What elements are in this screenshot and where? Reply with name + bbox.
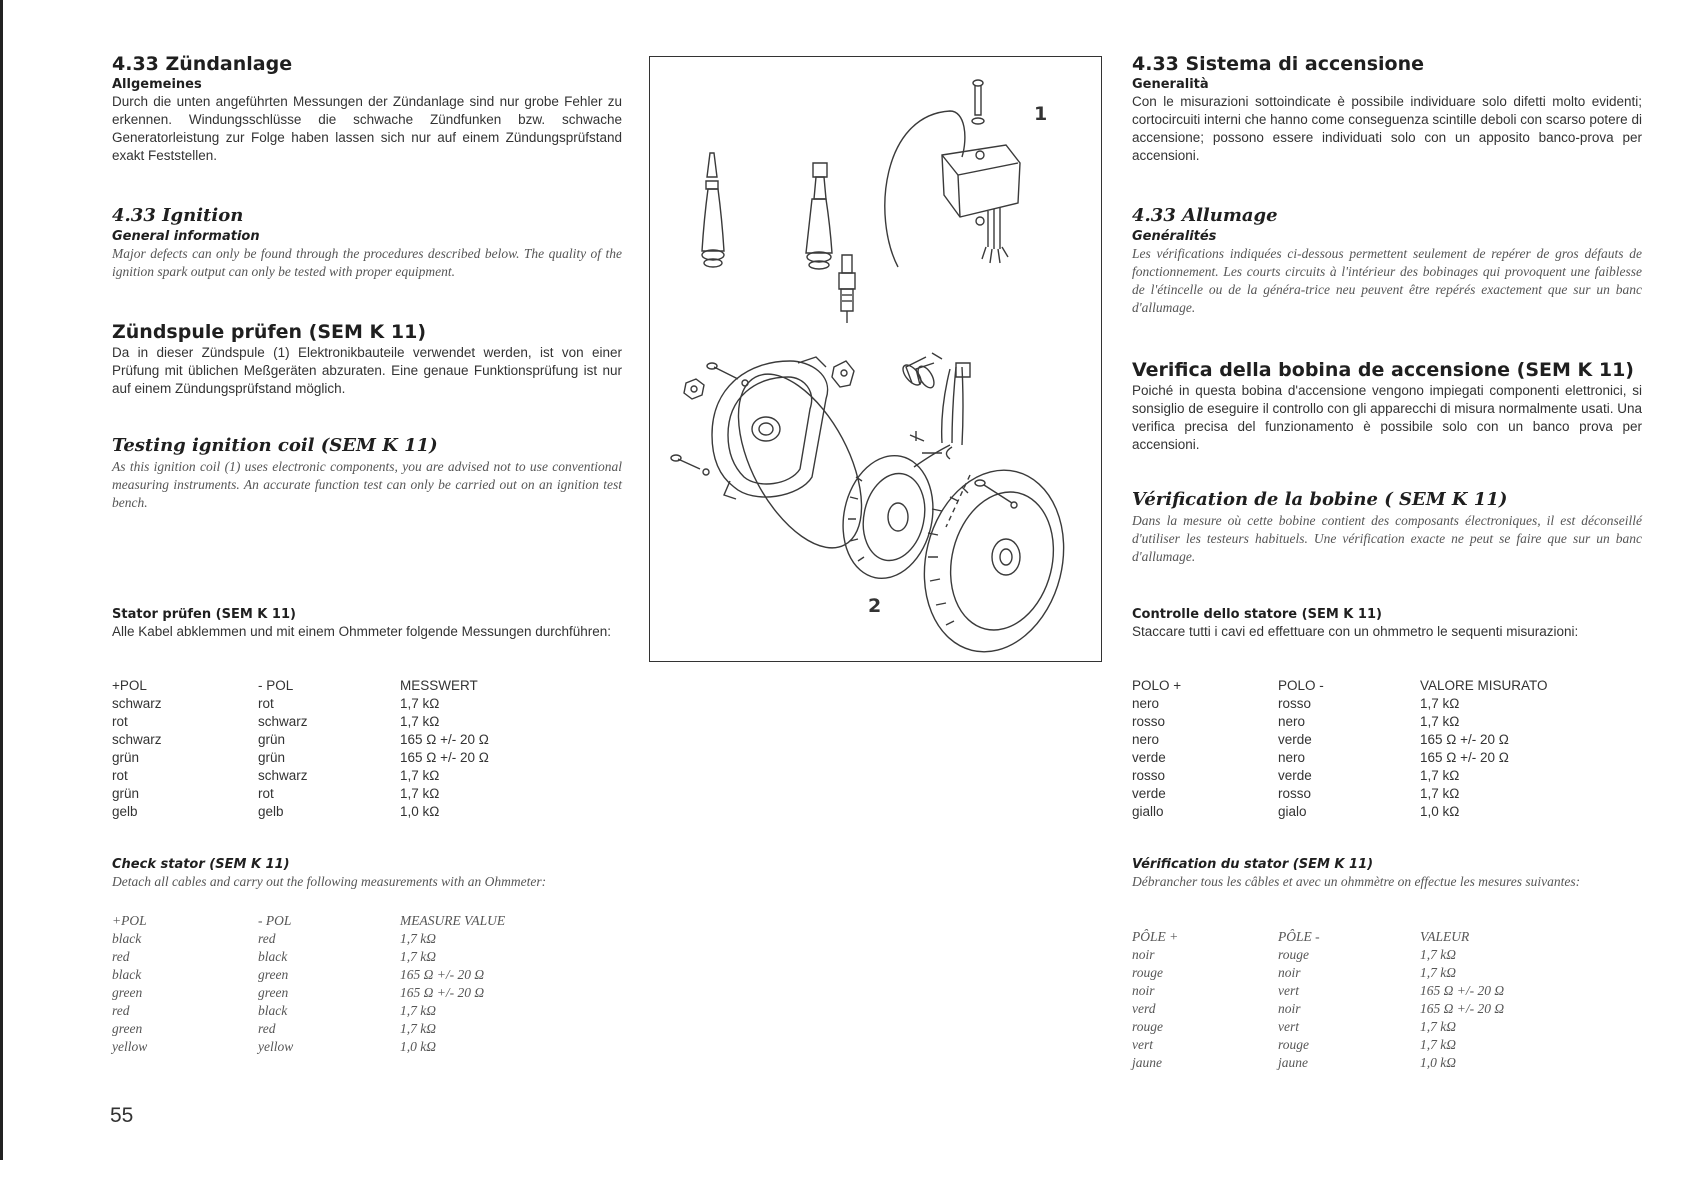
section-text: Débrancher tous les câbles et avec un ohmmètre on effectue les mesures suivantes: bbox=[1132, 874, 1581, 889]
pole-positive: nero bbox=[1132, 696, 1160, 711]
stator-icon bbox=[832, 445, 950, 587]
table-row bbox=[112, 984, 622, 1002]
table-row bbox=[1132, 695, 1642, 713]
measured-value: 1,0 kΩ bbox=[400, 804, 440, 819]
section-text: Staccare tutti i cavi ed effettuare con un ohmmetro le sequenti misurazioni: bbox=[1132, 624, 1579, 639]
pole-negative: green bbox=[258, 985, 289, 1000]
section-title: Zündspule prüfen (SEM K 11) bbox=[112, 321, 427, 343]
section-text: Major defects can only be found through the procedures described below. The quality of the ignition spark output can only be tested with proper equipment. bbox=[112, 246, 622, 279]
pole-positive: grün bbox=[112, 786, 140, 801]
ignition-components-figure bbox=[649, 56, 1102, 662]
pole-positive: nero bbox=[1132, 732, 1160, 747]
pole-negative: vert bbox=[1278, 983, 1299, 998]
table-row bbox=[1132, 1000, 1642, 1018]
pole-negative: rosso bbox=[1278, 786, 1312, 801]
screw-icon bbox=[671, 455, 709, 475]
pole-positive: rot bbox=[112, 768, 128, 783]
pole-positive: rot bbox=[112, 714, 128, 729]
wiring-harness-icon bbox=[900, 353, 970, 459]
pole-negative: black bbox=[258, 949, 288, 964]
pole-negative: noir bbox=[1278, 1001, 1301, 1016]
section-title: 4.33 Zündanlage bbox=[112, 53, 293, 75]
measured-value: 1,7 kΩ bbox=[1420, 1019, 1457, 1034]
pole-positive: verde bbox=[1132, 786, 1166, 801]
measured-value: 165 Ω +/- 20 Ω bbox=[1420, 750, 1509, 765]
pole-positive: noir bbox=[1132, 983, 1155, 998]
table-row bbox=[112, 1020, 622, 1038]
section-de-stator bbox=[112, 606, 622, 641]
measured-value: 1,7 kΩ bbox=[400, 768, 440, 783]
section-title: 4.33 Ignition bbox=[112, 205, 244, 226]
pole-negative: - POL bbox=[258, 678, 294, 693]
section-fr-coil bbox=[1132, 488, 1642, 566]
measured-value: 165 Ω +/- 20 Ω bbox=[400, 985, 485, 1000]
pole-positive: gelb bbox=[112, 804, 138, 819]
pole-positive: rosso bbox=[1132, 768, 1166, 783]
measured-value: 1,0 kΩ bbox=[1420, 1055, 1457, 1070]
table-row bbox=[1132, 1036, 1642, 1054]
pole-negative: red bbox=[258, 1021, 276, 1036]
table-row bbox=[1132, 982, 1642, 1000]
section-fr-intro bbox=[1132, 204, 1642, 317]
section-en-intro bbox=[112, 204, 622, 281]
table-row bbox=[112, 695, 622, 713]
section-text: Dans la mesure où cette bobine contient des composants électroniques, il est déconseillé d'utiliser les testeurs habituels. Une vérification exacte ne peut se faire que sur un banc d'allumage. bbox=[1132, 513, 1642, 564]
pole-positive: rouge bbox=[1132, 965, 1163, 980]
section-title: 4.33 Sistema di accensione bbox=[1132, 53, 1424, 75]
table-row bbox=[112, 749, 622, 767]
pole-negative: jaune bbox=[1278, 1055, 1308, 1070]
section-text: Poiché in questa bobina d'accensione vengono impiegati componenti elettronici, si sonsiglio de eseguire il controllo con gli apparecchi di misura normalmente usati. Una verifica precisa del funzionamento è possibile solo con un banco prova per accensioni. bbox=[1132, 383, 1642, 452]
table-row bbox=[1132, 713, 1642, 731]
section-subtitle: General information bbox=[112, 229, 260, 244]
table-row bbox=[1132, 964, 1642, 982]
pole-positive: verde bbox=[1132, 750, 1166, 765]
spark-plug-icon bbox=[839, 255, 855, 323]
table-header-row bbox=[112, 677, 622, 695]
measured-value: VALORE MISURATO bbox=[1420, 678, 1548, 693]
pole-negative: grün bbox=[258, 750, 286, 765]
table-row bbox=[1132, 749, 1642, 767]
pole-negative: - POL bbox=[258, 913, 292, 928]
table-row bbox=[112, 731, 622, 749]
table-row bbox=[1132, 1054, 1642, 1072]
pole-positive: POLO + bbox=[1132, 678, 1182, 693]
section-title: Testing ignition coil (SEM K 11) bbox=[112, 435, 438, 456]
measured-value: VALEUR bbox=[1420, 929, 1470, 944]
table-row bbox=[112, 803, 622, 821]
table-header-row bbox=[1132, 928, 1642, 946]
section-title: Vérification du stator (SEM K 11) bbox=[1132, 857, 1374, 872]
table-row bbox=[1132, 1018, 1642, 1036]
pole-negative: PÔLE - bbox=[1278, 929, 1320, 944]
measured-value: 1,7 kΩ bbox=[1420, 768, 1460, 783]
pole-positive: yellow bbox=[112, 1039, 148, 1054]
table-row bbox=[1132, 767, 1642, 785]
stator-table-en bbox=[112, 912, 622, 1056]
measured-value: 165 Ω +/- 20 Ω bbox=[400, 732, 489, 747]
table-row bbox=[1132, 785, 1642, 803]
section-de-coil bbox=[112, 320, 622, 398]
pole-positive: black bbox=[112, 931, 142, 946]
measured-value: 1,7 kΩ bbox=[400, 786, 440, 801]
pole-negative: schwarz bbox=[258, 768, 308, 783]
spark-plug-cap-icon bbox=[806, 163, 832, 269]
table-header-row bbox=[112, 912, 622, 930]
pole-positive: +POL bbox=[112, 913, 147, 928]
measured-value: 1,7 kΩ bbox=[400, 949, 437, 964]
table-row bbox=[1132, 946, 1642, 964]
pole-positive: giallo bbox=[1132, 804, 1164, 819]
pole-negative: vert bbox=[1278, 1019, 1299, 1034]
measured-value: 165 Ω +/- 20 Ω bbox=[400, 750, 489, 765]
pole-positive: black bbox=[112, 967, 142, 982]
gasket-icon bbox=[713, 355, 887, 568]
flywheel-rotor-icon bbox=[906, 455, 1082, 660]
pole-negative: gelb bbox=[258, 804, 284, 819]
table-row bbox=[112, 767, 622, 785]
figure-label-ignition-coil: 1 bbox=[1034, 103, 1048, 125]
section-fr-stator bbox=[1132, 856, 1642, 891]
page-edge bbox=[0, 0, 3, 1160]
section-title: Controlle dello statore (SEM K 11) bbox=[1132, 607, 1382, 622]
measured-value: 165 Ω +/- 20 Ω bbox=[400, 967, 485, 982]
stator-table-fr bbox=[1132, 928, 1642, 1072]
table-row bbox=[1132, 803, 1642, 821]
table-row bbox=[112, 948, 622, 966]
pole-positive: red bbox=[112, 949, 130, 964]
pole-negative: green bbox=[258, 967, 289, 982]
generator-cover-icon bbox=[712, 357, 828, 499]
section-it-coil bbox=[1132, 358, 1642, 454]
measured-value: MESSWERT bbox=[400, 678, 478, 693]
ignition-coil-icon bbox=[942, 145, 1020, 263]
pole-negative: verde bbox=[1278, 732, 1312, 747]
measured-value: 1,7 kΩ bbox=[400, 1003, 437, 1018]
nut-icon bbox=[684, 379, 704, 399]
section-text: As this ignition coil (1) uses electronic components, you are advised not to use conventional measuring instruments. An accurate function test can only be carried out on an ignition test bench. bbox=[112, 459, 622, 510]
pole-negative: gialo bbox=[1278, 804, 1307, 819]
section-text: Durch die unten angeführten Messungen der Zündanlage sind nur grobe Fehler zu erkennen. Windungsschlüsse die schwache Zündfunken bzw. schwache Generatorleistung zur Folge haben lassen sich nur auf einem Zündungsprüfstand exakt Feststellen. bbox=[112, 94, 622, 163]
figure-label-stator: 2 bbox=[868, 595, 882, 617]
measured-value: 1,7 kΩ bbox=[1420, 965, 1457, 980]
section-text: Alle Kabel abklemmen und mit einem Ohmmeter folgende Messungen durchführen: bbox=[112, 624, 612, 639]
pole-negative: black bbox=[258, 1003, 288, 1018]
pole-negative: grün bbox=[258, 732, 286, 747]
section-en-coil bbox=[112, 434, 622, 512]
pole-negative: POLO - bbox=[1278, 678, 1324, 693]
measured-value: 1,7 kΩ bbox=[400, 696, 440, 711]
table-row bbox=[1132, 731, 1642, 749]
bolt-icon bbox=[972, 80, 984, 124]
pole-negative: nero bbox=[1278, 714, 1306, 729]
pole-positive: verd bbox=[1132, 1001, 1156, 1016]
pole-positive: PÔLE + bbox=[1132, 929, 1179, 944]
page-number: 55 bbox=[110, 1104, 134, 1127]
section-subtitle: Generalità bbox=[1132, 77, 1209, 92]
section-title: Stator prüfen (SEM K 11) bbox=[112, 607, 296, 622]
pole-positive: vert bbox=[1132, 1037, 1153, 1052]
table-row bbox=[112, 930, 622, 948]
pole-positive: green bbox=[112, 1021, 143, 1036]
section-title: Verifica della bobina de accensione (SEM K 11) bbox=[1132, 359, 1634, 381]
pole-positive: jaune bbox=[1132, 1055, 1162, 1070]
measured-value: 1,0 kΩ bbox=[400, 1039, 437, 1054]
pole-negative: noir bbox=[1278, 965, 1301, 980]
measured-value: 1,7 kΩ bbox=[1420, 696, 1460, 711]
pole-positive: rosso bbox=[1132, 714, 1166, 729]
table-row bbox=[112, 1002, 622, 1020]
measured-value: 1,7 kΩ bbox=[1420, 786, 1460, 801]
table-row bbox=[112, 713, 622, 731]
measured-value: 1,7 kΩ bbox=[1420, 714, 1460, 729]
measured-value: 165 Ω +/- 20 Ω bbox=[1420, 732, 1509, 747]
pole-positive: red bbox=[112, 1003, 130, 1018]
section-title: Vérification de la bobine ( SEM K 11) bbox=[1132, 489, 1508, 510]
pole-negative: red bbox=[258, 931, 276, 946]
pole-negative: rosso bbox=[1278, 696, 1312, 711]
section-text: Da in dieser Zündspule (1) Elektronikbauteile verwendet werden, ist von einer Prüfung mit üblichen Meßgeräten abzuraten. Eine genaue Funktionsprüfung ist nur auf einem Zündungsprüfstand möglich. bbox=[112, 345, 622, 396]
measured-value: 1,7 kΩ bbox=[400, 714, 440, 729]
pole-negative: verde bbox=[1278, 768, 1312, 783]
section-de-intro bbox=[112, 52, 622, 165]
section-en-stator bbox=[112, 856, 622, 891]
pole-positive: grün bbox=[112, 750, 140, 765]
table-row bbox=[112, 785, 622, 803]
section-it-intro bbox=[1132, 52, 1642, 165]
section-title: Check stator (SEM K 11) bbox=[112, 857, 290, 872]
pole-positive: green bbox=[112, 985, 143, 1000]
section-text: Detach all cables and carry out the following measurements with an Ohmmeter: bbox=[112, 874, 547, 889]
measured-value: 165 Ω +/- 20 Ω bbox=[1420, 1001, 1505, 1016]
cable-clip-icon bbox=[832, 361, 854, 387]
stator-table-it bbox=[1132, 677, 1642, 821]
section-subtitle: Genéralités bbox=[1132, 229, 1217, 244]
pole-positive: schwarz bbox=[112, 732, 162, 747]
section-text: Con le misurazioni sottoindicate è possibile individuare solo difetti molto evidenti; cortocircuiti interni che hanno come conseguenza scintille deboli con scarso potere di accensione; possono essere individuati solo con un apposito banco-prova per accensioni. bbox=[1132, 94, 1642, 163]
section-subtitle: Allgemeines bbox=[112, 77, 202, 92]
measured-value: 1,7 kΩ bbox=[1420, 1037, 1457, 1052]
spark-plug-cap-icon bbox=[702, 153, 724, 267]
section-it-stator bbox=[1132, 606, 1642, 641]
pole-negative: nero bbox=[1278, 750, 1306, 765]
pole-negative: yellow bbox=[258, 1039, 294, 1054]
pole-positive: +POL bbox=[112, 678, 147, 693]
measured-value: 165 Ω +/- 20 Ω bbox=[1420, 983, 1505, 998]
section-text: Les vérifications indiquées ci-dessous permettent seulement de repérer de gros défauts de fonctionnement. Les courts circuits à l'intérieur des bobinages qui provoquent une faiblesse de l'étincelle ou de la généra-trice neu peuvent être repérés exactement que sur un banc d'allumage. bbox=[1132, 246, 1642, 315]
measured-value: MEASURE VALUE bbox=[400, 913, 506, 928]
pole-negative: rot bbox=[258, 696, 274, 711]
ignition-lead-icon bbox=[885, 111, 965, 267]
measured-value: 1,7 kΩ bbox=[400, 1021, 437, 1036]
pole-positive: rouge bbox=[1132, 1019, 1163, 1034]
table-header-row bbox=[1132, 677, 1642, 695]
stator-table-de bbox=[112, 677, 622, 821]
measured-value: 1,0 kΩ bbox=[1420, 804, 1460, 819]
exploded-view-illustration bbox=[650, 57, 1100, 660]
pole-negative: rot bbox=[258, 786, 274, 801]
pole-negative: schwarz bbox=[258, 714, 308, 729]
table-row bbox=[112, 1038, 622, 1056]
section-title: 4.33 Allumage bbox=[1132, 205, 1278, 226]
measured-value: 1,7 kΩ bbox=[1420, 947, 1457, 962]
pole-negative: rouge bbox=[1278, 1037, 1309, 1052]
pole-negative: rouge bbox=[1278, 947, 1309, 962]
measured-value: 1,7 kΩ bbox=[400, 931, 437, 946]
pole-positive: schwarz bbox=[112, 696, 162, 711]
table-row bbox=[112, 966, 622, 984]
pole-positive: noir bbox=[1132, 947, 1155, 962]
